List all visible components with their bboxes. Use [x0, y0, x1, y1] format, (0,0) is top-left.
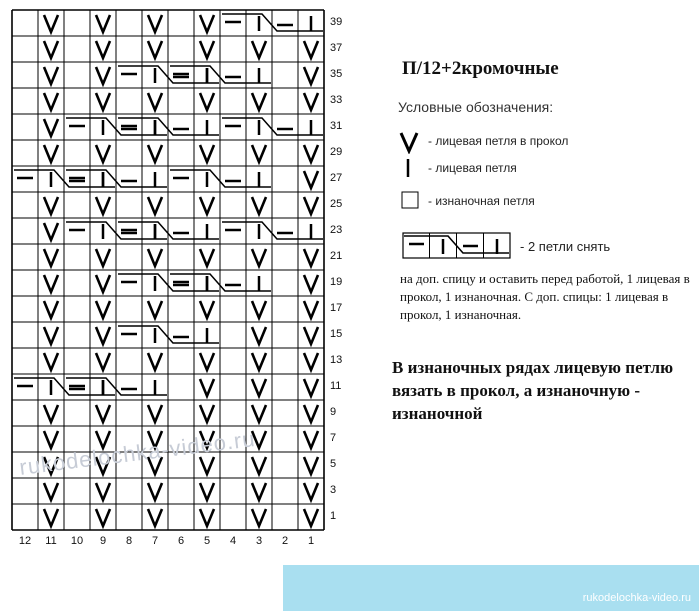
column-number: 11 [45, 535, 57, 547]
knit-through-back-mark [96, 145, 110, 162]
column-number: 6 [177, 535, 185, 547]
knit-through-back-mark [44, 119, 58, 136]
row-number: 31 [330, 120, 343, 132]
knit-through-back-mark [44, 93, 58, 110]
knit-through-back-mark [44, 41, 58, 58]
column-number: 4 [229, 535, 237, 547]
column-number: 10 [70, 535, 84, 547]
knit-through-back-mark [252, 197, 266, 214]
row-number: 5 [330, 458, 337, 470]
knit-through-back-mark [96, 327, 110, 344]
column-number: 2 [281, 535, 289, 547]
knit-through-back-mark [96, 509, 110, 526]
column-number: 7 [151, 535, 159, 547]
knit-through-back-mark [96, 93, 110, 110]
row-number: 27 [330, 172, 343, 184]
row-number: 21 [330, 250, 343, 262]
twist-icon [402, 232, 512, 260]
knit-through-back-mark [304, 171, 318, 188]
knit-through-back-mark [252, 93, 266, 110]
knit-through-back-mark [148, 353, 162, 370]
knit-through-back-mark [200, 41, 214, 58]
knit-through-back-mark [252, 457, 266, 474]
knit-through-back-mark [200, 379, 214, 396]
knit-through-back-mark [200, 405, 214, 422]
knit-through-back-mark [148, 145, 162, 162]
column-number: 9 [99, 535, 107, 547]
row-number: 19 [330, 276, 343, 288]
row-number: 1 [330, 510, 337, 522]
knit-through-back-mark [252, 483, 266, 500]
row-number: 17 [330, 302, 343, 314]
knit-through-back-mark [304, 249, 318, 266]
knit-through-back-mark [252, 327, 266, 344]
knit-through-back-mark [148, 41, 162, 58]
row-number: 23 [330, 224, 343, 236]
knit-through-back-mark [148, 301, 162, 318]
row-number: 11 [330, 380, 342, 392]
row-number: 3 [330, 484, 337, 496]
knit-through-back-mark [304, 327, 318, 344]
knit-through-back-mark [252, 353, 266, 370]
knit-through-back-mark [304, 353, 318, 370]
knit-through-back-mark [304, 197, 318, 214]
knit-through-back-mark [304, 93, 318, 110]
knit-through-back-mark [44, 327, 58, 344]
legend-item-text: - изнаночная петля [428, 194, 535, 208]
row-number: 35 [330, 68, 343, 80]
knit-through-back-mark [148, 249, 162, 266]
column-number: 12 [18, 535, 32, 547]
knit-through-back-mark [148, 93, 162, 110]
knit-through-back-mark [200, 93, 214, 110]
column-number: 8 [125, 535, 133, 547]
knit-through-back-mark [44, 405, 58, 422]
knit-through-back-mark [44, 483, 58, 500]
knit-through-back-mark [252, 249, 266, 266]
knit-through-back-mark [96, 249, 110, 266]
knit-through-back-mark [304, 301, 318, 318]
legend-description: на доп. спицу и оставить перед работой, 1 лицевая в прокол, 1 изнаночная. С доп. спицы: 1 лицевая в прокол, 1 изнаночная. [400, 271, 690, 322]
knit-through-back-mark [304, 431, 318, 448]
knit-through-back-mark [252, 405, 266, 422]
knit-through-back-mark [304, 405, 318, 422]
knit-through-back-mark [200, 249, 214, 266]
column-number: 5 [203, 535, 211, 547]
knit-through-back-mark [252, 509, 266, 526]
knit-through-back-mark [44, 275, 58, 292]
bar-icon [403, 157, 413, 179]
v-icon [398, 130, 420, 154]
knit-through-back-mark [148, 509, 162, 526]
knit-through-back-mark [304, 41, 318, 58]
column-number: 1 [307, 535, 315, 547]
knit-through-back-mark [200, 353, 214, 370]
knit-through-back-mark [44, 431, 58, 448]
row-number: 33 [330, 94, 343, 106]
pattern-title: П/12+2кромочные [402, 58, 559, 79]
knit-through-back-mark [304, 379, 318, 396]
knit-through-back-mark [304, 145, 318, 162]
knit-through-back-mark [200, 145, 214, 162]
knit-through-back-mark [44, 67, 58, 84]
watermark-text: rukodelochka-video.ru [18, 426, 257, 480]
knit-through-back-mark [304, 509, 318, 526]
knit-through-back-mark [148, 483, 162, 500]
knit-through-back-mark [200, 509, 214, 526]
knit-through-back-mark [148, 197, 162, 214]
legend-item-text: - 2 петли снять [520, 239, 611, 254]
knit-through-back-mark [44, 249, 58, 266]
knit-through-back-mark [96, 301, 110, 318]
knit-through-back-mark [44, 353, 58, 370]
knit-through-back-mark [44, 301, 58, 318]
knit-through-back-mark [96, 41, 110, 58]
knit-through-back-mark [44, 509, 58, 526]
knit-through-back-mark [252, 379, 266, 396]
knit-through-back-mark [304, 457, 318, 474]
knit-through-back-mark [96, 405, 110, 422]
knit-through-back-mark [148, 15, 162, 32]
legend-item-text: - лицевая петля [428, 161, 517, 175]
knit-through-back-mark [252, 301, 266, 318]
column-number: 3 [255, 535, 263, 547]
row-number: 9 [330, 406, 337, 418]
knit-through-back-mark [304, 483, 318, 500]
legend-item-text: - лицевая петля в прокол [428, 134, 569, 148]
knit-through-back-mark [44, 145, 58, 162]
knit-through-back-mark [96, 275, 110, 292]
knit-through-back-mark [304, 67, 318, 84]
row-number: 37 [330, 42, 343, 54]
square-icon [401, 191, 419, 209]
knit-through-back-mark [252, 145, 266, 162]
row-number: 39 [330, 16, 343, 28]
knit-through-back-mark [148, 405, 162, 422]
knit-through-back-mark [200, 301, 214, 318]
knit-through-back-mark [200, 457, 214, 474]
row-number: 15 [330, 328, 343, 340]
row-number: 25 [330, 198, 343, 210]
knit-through-back-mark [200, 483, 214, 500]
row-number: 13 [330, 354, 343, 366]
knit-through-back-mark [200, 197, 214, 214]
knit-through-back-mark [304, 275, 318, 292]
footer-site-text: rukodelochka-video.ru [582, 592, 691, 604]
knit-through-back-mark [96, 67, 110, 84]
knit-through-back-mark [96, 483, 110, 500]
knit-through-back-mark [96, 197, 110, 214]
knit-through-back-mark [96, 15, 110, 32]
knit-through-back-mark [200, 15, 214, 32]
knit-through-back-mark [252, 41, 266, 58]
purl-row-note: В изнаночных рядах лицевую петлю вязать в прокол, а изнаночную - изнаночной [392, 358, 674, 423]
knit-through-back-mark [44, 15, 58, 32]
row-number: 7 [330, 432, 337, 444]
knit-through-back-mark [44, 223, 58, 240]
knit-through-back-mark [96, 353, 110, 370]
knit-through-back-mark [44, 197, 58, 214]
legend-heading: Условные обозначения: [398, 99, 554, 115]
footer-bar [283, 565, 699, 611]
row-number: 29 [330, 146, 343, 158]
